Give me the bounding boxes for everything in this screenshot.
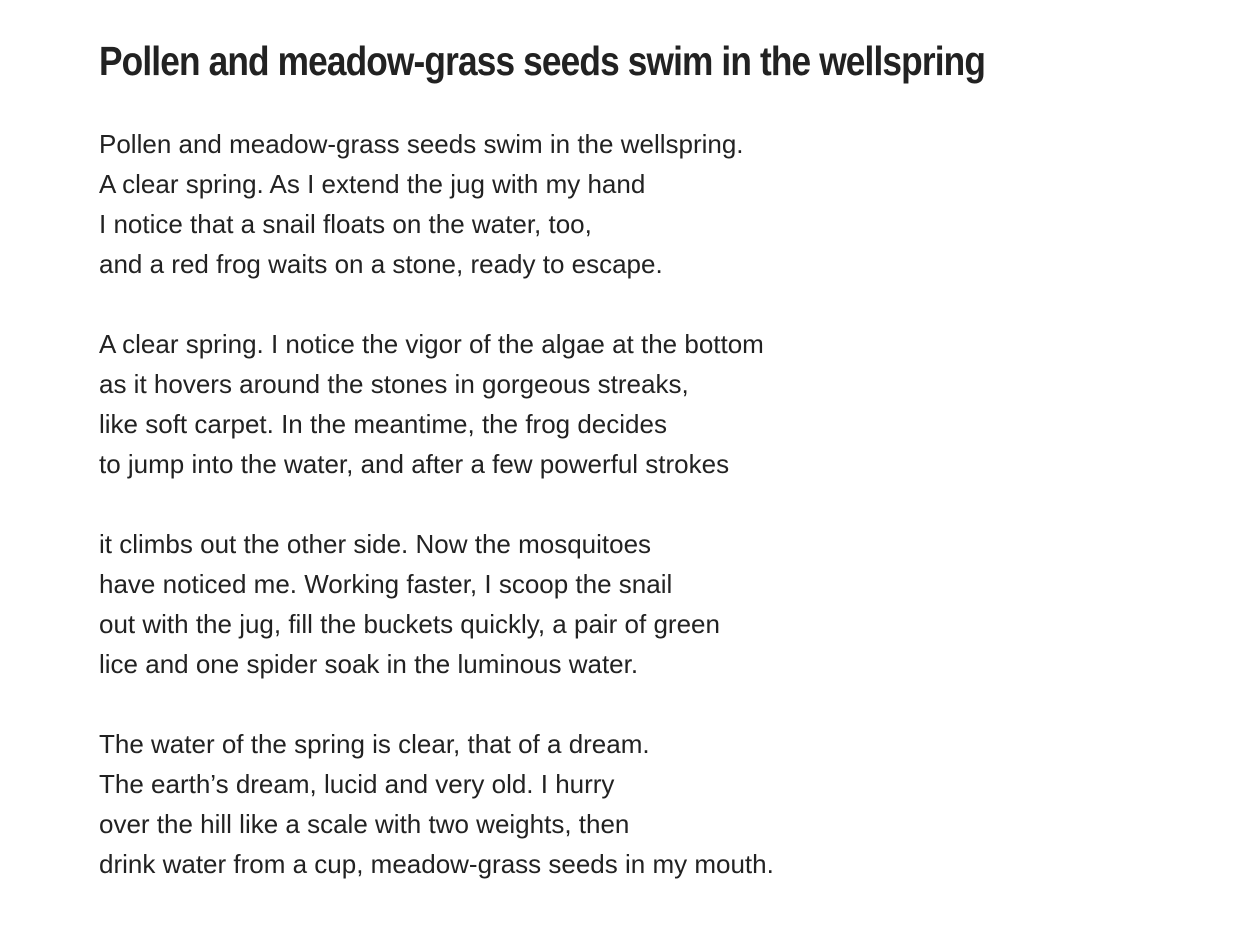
poem-line: have noticed me. Working faster, I scoop the snail <box>99 569 673 599</box>
poem-title: Pollen and meadow-grass seeds swim in the wellspring <box>99 38 986 84</box>
stanza-3 <box>99 524 774 684</box>
poem-line: I notice that a snail floats on the water, too, <box>99 209 592 239</box>
poem-line: The earth’s dream, lucid and very old. I hurry <box>99 769 615 799</box>
poem-line: A clear spring. As I extend the jug with my hand <box>99 169 646 199</box>
poem-line: lice and one spider soak in the luminous water. <box>99 649 639 679</box>
poem-line: Pollen and meadow-grass seeds swim in the wellspring. <box>99 129 744 159</box>
poem-line: out with the jug, fill the buckets quickly, a pair of green <box>99 609 720 639</box>
poem-line: A clear spring. I notice the vigor of the algae at the bottom <box>99 329 764 359</box>
poem-line: to jump into the water, and after a few powerful strokes <box>99 449 730 479</box>
poem-line: over the hill like a scale with two weights, then <box>99 809 630 839</box>
poem-line: as it hovers around the stones in gorgeous streaks, <box>99 369 689 399</box>
stanza-4 <box>99 724 774 884</box>
poem-line: it climbs out the other side. Now the mosquitoes <box>99 529 652 559</box>
stanza-2 <box>99 324 774 484</box>
poem-line: drink water from a cup, meadow-grass seeds in my mouth. <box>99 849 774 879</box>
poem-line: The water of the spring is clear, that of a dream. <box>99 729 650 759</box>
poem-line: like soft carpet. In the meantime, the frog decides <box>99 409 667 439</box>
poem-body <box>99 124 774 924</box>
stanza-1 <box>99 124 774 284</box>
poem-line: and a red frog waits on a stone, ready to escape. <box>99 249 663 279</box>
